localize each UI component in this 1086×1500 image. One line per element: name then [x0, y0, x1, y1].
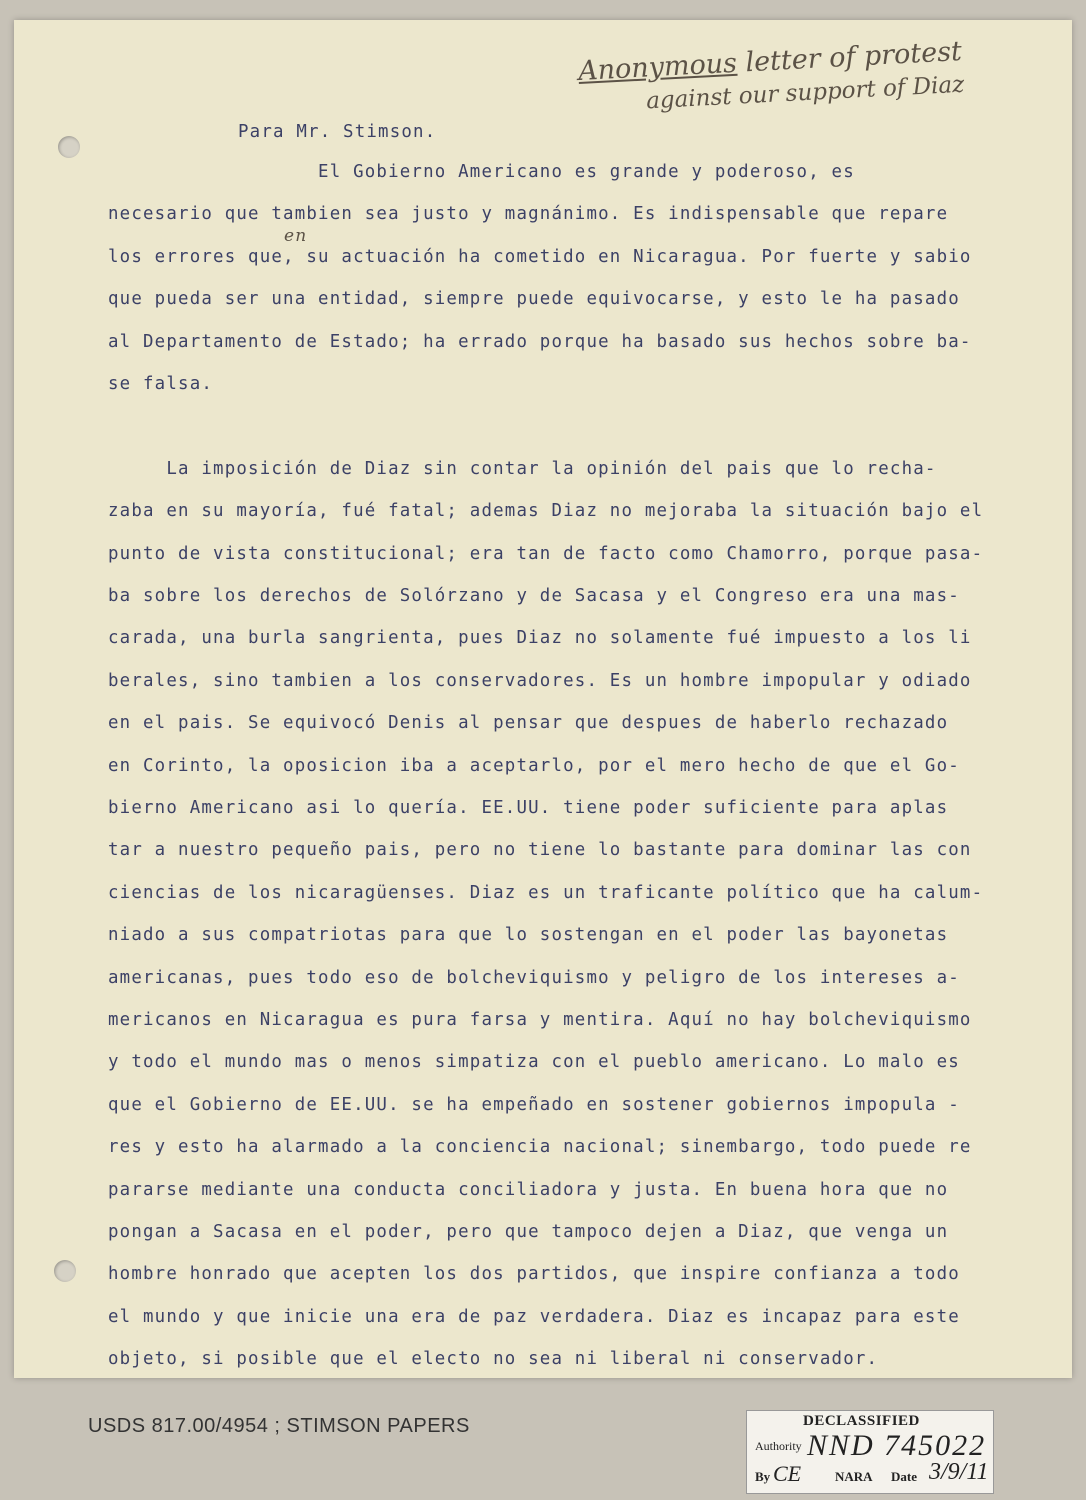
stamp-nara-label: NARA	[835, 1469, 873, 1484]
letter-line: que el Gobierno de EE.UU. se ha empeñado en sostener gobiernos impopula -	[108, 1094, 960, 1115]
letter-line: res y esto ha alarmado a la conciencia nacional; sinembargo, todo puede re	[108, 1137, 972, 1158]
letter-line: mericanos en Nicaragua es pura farsa y mentira. Aquí no hay bolcheviquismo	[108, 1010, 972, 1030]
letter-line: niado a sus compatriotas para que lo sostengan en el poder las bayonetas	[108, 925, 949, 946]
letter-line: ba sobre los derechos de Solórzano y de Sacasa y el Congreso era una mas-	[108, 586, 960, 606]
letter-line: objeto, si posible que el electo no sea ni liberal ni conservador.	[108, 1349, 879, 1370]
letter-line: al Departamento de Estado; ha errado porque ha basado sus hechos sobre ba-	[108, 331, 972, 352]
letter-line: americanas, pues todo eso de bolcheviquismo y peligro de los intereses a-	[108, 967, 960, 988]
handwritten-insertion: en	[284, 226, 308, 246]
stamp-title: DECLASSIFIED	[803, 1413, 920, 1429]
letter-line: tar a nuestro pequeño pais, pero no tiene lo bastante para dominar las con	[108, 840, 972, 861]
letter-line: berales, sino tambien a los conservadores. Es un hombre impopular y odiado	[108, 670, 972, 691]
stamp-authority-value: NND 745022	[807, 1429, 987, 1462]
stamp-date-label: Date	[891, 1469, 917, 1484]
letter-line: en el pais. Se equivocó Denis al pensar que despues de haberlo rechazado	[108, 713, 949, 734]
letter-line: hombre honrado que acepten los dos partidos, que inspire confianza a todo	[108, 1264, 960, 1285]
letter-line: carada, una burla sangrienta, pues Diaz no solamente fué impuesto a los li	[108, 628, 972, 649]
letter-line: los errores que, su actuación ha cometido en Nicaragua. Por fuerte y sabio	[108, 246, 972, 267]
letter-line: pararse mediante una conducta conciliadora y justa. En buena hora que no	[108, 1179, 949, 1200]
handwritten-annotation-line2: against our support of Diaz	[645, 71, 965, 115]
letter-line: necesario que tambien sea justo y magnánimo. Es indispensable que repare	[108, 204, 949, 225]
stamp-authority-label: Authority	[755, 1439, 802, 1453]
letter-line: en Corinto, la oposicion iba a aceptarlo, por el mero hecho de que el Go-	[108, 755, 960, 776]
letter-line: La imposición de Diaz sin contar la opinión del pais que lo recha-	[108, 458, 937, 479]
letter-line: y todo el mundo mas o menos simpatiza con el pueblo americano. Lo malo es	[108, 1052, 960, 1073]
letter-line: bierno Americano asi lo quería. EE.UU. tiene poder suficiente para aplas	[108, 798, 949, 818]
letter-line: zaba en su mayoría, fué fatal; ademas Diaz no mejoraba la situación bajo el	[108, 501, 984, 522]
letter-line: punto de vista constitucional; era tan de facto como Chamorro, porque pasa-	[108, 543, 984, 564]
letter-line: el mundo y que inicie una era de paz verdadera. Diaz es incapaz para este	[108, 1306, 960, 1327]
handwritten-annotation-line1: Anonymous letter of protest	[577, 35, 963, 88]
stamp-date-value: 3/9/11	[929, 1459, 989, 1485]
salutation: Para Mr. Stimson.	[238, 122, 437, 142]
stamp-by-label: By	[755, 1469, 771, 1484]
letter-line: se falsa.	[108, 374, 214, 394]
stamp-by-value: CE	[773, 1461, 802, 1486]
archive-reference-note: USDS 817.00/4954 ; STIMSON PAPERS	[88, 1415, 470, 1437]
letter-line: pongan a Sacasa en el poder, pero que tampoco dejen a Diaz, que venga un	[108, 1222, 949, 1242]
letter-line: que pueda ser una entidad, siempre puede equivocarse, y esto le ha pasado	[108, 289, 960, 310]
letter-line: El Gobierno Americano es grande y poderoso, es	[108, 162, 855, 182]
letter-line: ciencias de los nicaragüenses. Diaz es un traficante político que ha calum-	[108, 882, 984, 903]
declassified-stamp	[746, 1410, 994, 1494]
